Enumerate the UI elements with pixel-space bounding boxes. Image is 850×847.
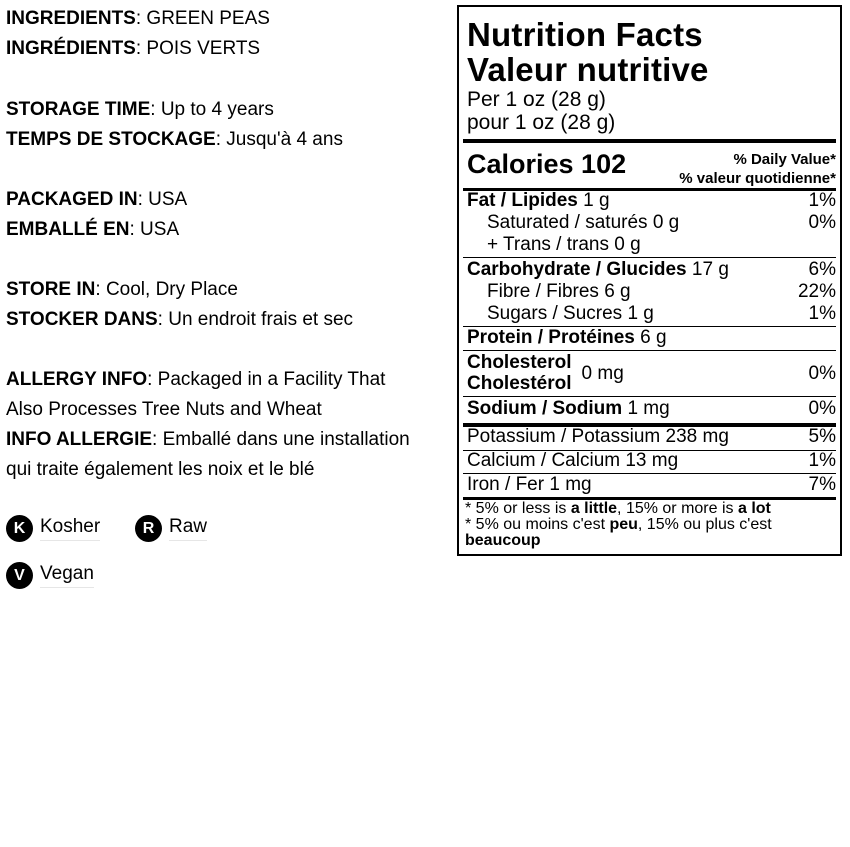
serving-size-fr: pour 1 oz (28 g) — [467, 111, 616, 134]
saturated-row: Saturated / saturés 0 g 0% — [487, 212, 836, 233]
footnote-en: * 5% or less is a little, 15% or more is a lot — [465, 500, 771, 517]
iron-row: Iron / Fer 1 mg 7% — [467, 474, 836, 495]
nutrition-title-en: Nutrition Facts — [467, 16, 703, 53]
allergy-en: ALLERGY INFO: Packaged in a Facility That — [6, 369, 386, 390]
vegan-label: Vegan — [40, 563, 94, 588]
raw-label: Raw — [169, 516, 207, 541]
raw-icon: R — [135, 515, 162, 542]
packaged-en: PACKAGED IN: USA — [6, 189, 188, 210]
kosher-icon: K — [6, 515, 33, 542]
calories: Calories 102 — [467, 149, 627, 179]
divider — [463, 350, 836, 351]
fibre-row: Fibre / Fibres 6 g 22% — [487, 281, 836, 302]
ingredients-fr: INGRÉDIENTS: POIS VERTS — [6, 38, 261, 59]
storage-en: STORAGE TIME: Up to 4 years — [6, 99, 274, 120]
potassium-row: Potassium / Potassium 238 mg 5% — [467, 426, 836, 447]
protein-row: Protein / Protéines 6 g — [467, 327, 667, 348]
footnote-fr-cont: beaucoup — [465, 532, 541, 549]
fat-row: Fat / Lipides 1 g 1% — [467, 190, 836, 211]
packaged-fr: EMBALLÉ EN: USA — [6, 219, 180, 240]
daily-value-header-fr: % valeur quotidienne* — [679, 170, 836, 187]
calcium-row: Calcium / Calcium 13 mg 1% — [467, 450, 836, 471]
storage-fr: TEMPS DE STOCKAGE: Jusqu'à 4 ans — [6, 129, 343, 150]
divider — [463, 396, 836, 397]
trans-row: + Trans / trans 0 g — [487, 234, 641, 255]
store-en: STORE IN: Cool, Dry Place — [6, 279, 238, 300]
store-fr: STOCKER DANS: Un endroit frais et sec — [6, 309, 354, 330]
sugars-row: Sugars / Sucres 1 g 1% — [487, 303, 836, 324]
raw-badge — [135, 515, 207, 542]
sodium-row: Sodium / Sodium 1 mg 0% — [467, 398, 836, 419]
nutrition-facts-table — [457, 5, 842, 556]
allergy-fr-cont: qui traite également les noix et le blé — [6, 459, 315, 480]
cholesterol-row: Cholesterol Cholestérol 0 mg 0% — [467, 352, 836, 394]
thick-divider — [463, 139, 836, 143]
allergy-en-cont: Also Processes Tree Nuts and Wheat — [6, 399, 322, 420]
carbohydrate-row: Carbohydrate / Glucides 17 g 6% — [467, 259, 836, 280]
footnote-fr: * 5% ou moins c'est peu, 15% ou plus c'est — [465, 516, 772, 533]
vegan-badge — [6, 562, 94, 589]
divider — [463, 257, 836, 258]
allergy-fr: INFO ALLERGIE: Emballé dans une installation — [6, 429, 410, 450]
serving-size-en: Per 1 oz (28 g) — [467, 88, 606, 111]
vegan-icon: V — [6, 562, 33, 589]
kosher-badge — [6, 515, 100, 542]
nutrition-title-fr: Valeur nutritive — [467, 51, 709, 88]
daily-value-header-en: % Daily Value* — [733, 151, 836, 168]
ingredients-en: INGREDIENTS: GREEN PEAS — [6, 8, 270, 29]
kosher-label: Kosher — [40, 516, 100, 541]
